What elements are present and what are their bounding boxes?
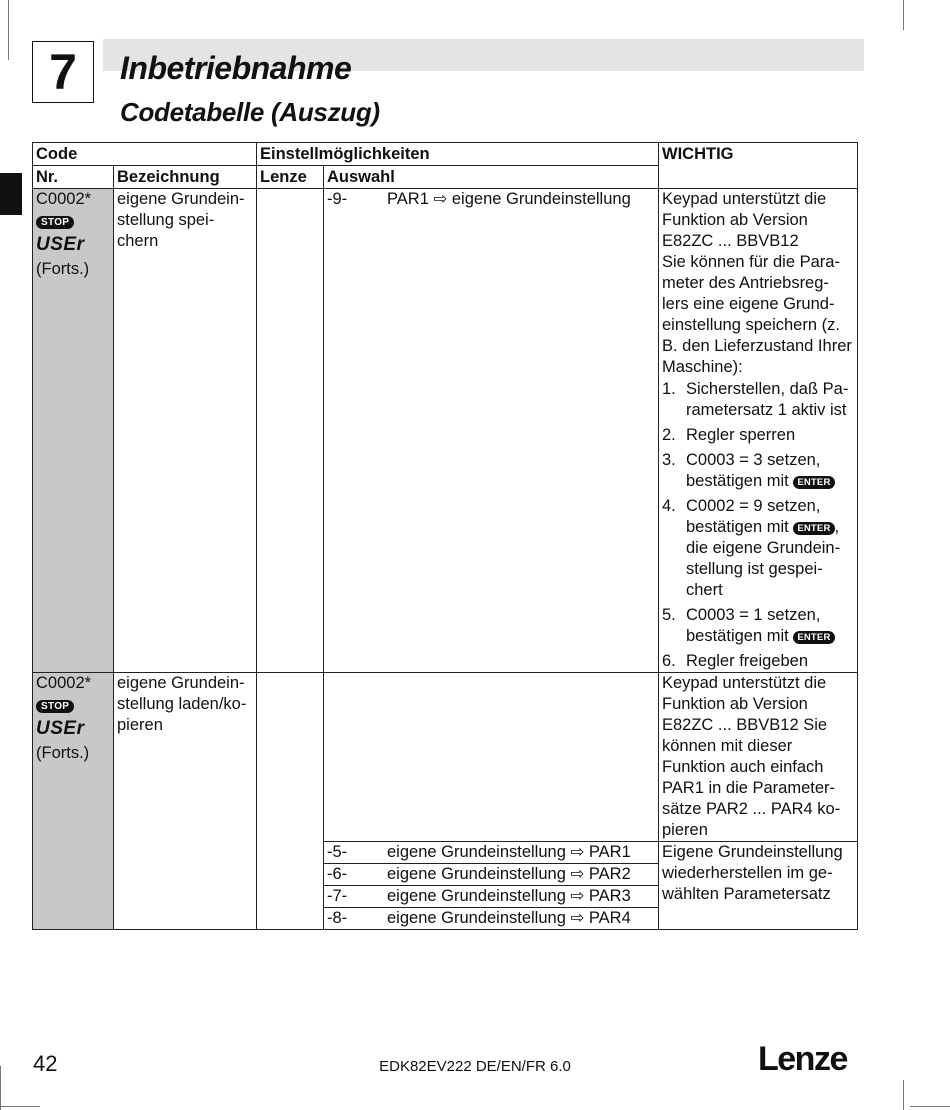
lenze-logo: Lenze <box>758 1040 847 1078</box>
code-number: C0002* <box>36 190 92 208</box>
list-item <box>662 379 854 421</box>
list-item <box>662 605 854 647</box>
step-number: 2. <box>662 426 676 444</box>
page-title: Inbetriebnahme <box>120 50 352 86</box>
crop-mark <box>0 1106 40 1107</box>
name-cell: eigene Grundein-stellung laden/ko-pieren <box>114 673 257 930</box>
stop-key-icon: STOP <box>36 700 74 713</box>
chapter-tab-marker <box>0 173 22 215</box>
header-nr: Nr. <box>33 166 114 189</box>
chapter-number: 7 <box>32 41 94 103</box>
header-name: Bezeichnung <box>114 166 257 189</box>
note-cell: Eigene Grundeinstellung wiederherstellen im ge-wählten Parametersatz <box>659 842 858 930</box>
continued-label: (Forts.) <box>36 744 90 762</box>
selection-cell <box>324 886 659 908</box>
note-cell: Keypad unterstützt die Funktion ab Version E82ZC ... BBVB12 Sie können mit dieser Funktion auch einfach PAR1 in die Parameter-sätze PAR2 ... PAR4 ko-pieren <box>659 673 858 842</box>
selection-text: eigene Grundeinstellung ⇨ PAR1 <box>387 843 631 861</box>
header-lenze: Lenze <box>257 166 324 189</box>
note-cell <box>659 189 858 673</box>
step-text-after: , die eigene Grundein-stellung ist gespei-chert <box>686 518 841 599</box>
selection-number: -7- <box>327 887 348 905</box>
stop-key-icon: STOP <box>36 216 74 229</box>
crop-mark <box>910 1106 950 1107</box>
selection-cell <box>324 908 659 930</box>
display-code: USEr <box>36 234 85 255</box>
header-settings: Einstellmöglichkeiten <box>257 143 659 166</box>
selection-cell <box>324 673 659 842</box>
list-item <box>662 425 854 446</box>
selection-cell <box>324 864 659 886</box>
table-row <box>33 189 858 673</box>
selection-text: eigene Grundeinstellung ⇨ PAR3 <box>387 887 631 905</box>
note-text: Keypad unterstützt die Funktion ab Version E82ZC ... BBVB12 <box>662 190 827 250</box>
steps-list <box>662 379 854 672</box>
selection-cell <box>324 842 659 864</box>
code-cell <box>33 189 114 673</box>
step-text <box>686 605 854 647</box>
display-code: USEr <box>36 718 85 739</box>
document-id: EDK82EV222 DE/EN/FR 6.0 <box>379 1058 571 1075</box>
selection-cell <box>324 189 659 673</box>
step-text-main: C0002 = 9 setzen, bestätigen mit <box>686 497 821 536</box>
selection-number: -6- <box>327 865 348 883</box>
note-text: Sie können für die Para-meter des Antriebsreg-lers eine eigene Grund-einstellung speichern (z. B. den Lieferzustand Ihrer Maschine): <box>662 253 852 376</box>
step-text: Regler sperren <box>686 426 796 444</box>
code-number: C0002* <box>36 674 92 692</box>
enter-key-icon: ENTER <box>793 476 834 489</box>
enter-key-icon: ENTER <box>793 631 834 644</box>
step-number: 5. <box>662 606 676 624</box>
page-subtitle: Codetabelle (Auszug) <box>120 97 380 127</box>
selection-number: -9- <box>327 190 348 208</box>
step-text: Regler freigeben <box>686 652 808 670</box>
page-number: 42 <box>33 1051 58 1076</box>
selection-text: eigene Grundeinstellung ⇨ PAR4 <box>387 909 631 927</box>
code-cell <box>33 673 114 930</box>
step-text-main: C0003 = 3 setzen, bestätigen mit <box>686 451 821 490</box>
continued-label: (Forts.) <box>36 260 90 278</box>
step-text-main: C0003 = 1 setzen, bestätigen mit <box>686 606 821 645</box>
list-item <box>662 496 854 601</box>
crop-mark <box>8 0 9 60</box>
lenze-cell <box>257 673 324 930</box>
crop-mark <box>903 0 904 30</box>
selection-number: -8- <box>327 909 348 927</box>
enter-key-icon: ENTER <box>793 522 834 535</box>
step-text <box>686 496 854 601</box>
name-cell: eigene Grundein-stellung spei-chern <box>114 189 257 673</box>
step-number: 4. <box>662 497 676 515</box>
selection-number: -5- <box>327 843 348 861</box>
list-item <box>662 651 854 672</box>
code-table <box>32 142 858 930</box>
header-selection: Auswahl <box>324 166 659 189</box>
table-row <box>33 673 858 842</box>
step-text: Sicherstellen, daß Pa-rametersatz 1 aktiv ist <box>686 380 849 419</box>
crop-mark <box>903 1080 904 1110</box>
step-text <box>686 450 854 492</box>
header-important: WICHTIG <box>659 143 858 189</box>
selection-text: eigene Grundeinstellung ⇨ PAR2 <box>387 865 631 883</box>
step-number: 1. <box>662 380 676 398</box>
list-item <box>662 450 854 492</box>
step-number: 3. <box>662 451 676 469</box>
selection-text: PAR1 ⇨ eigene Grundeinstellung <box>387 190 631 208</box>
lenze-cell <box>257 189 324 673</box>
header-code: Code <box>33 143 257 166</box>
step-number: 6. <box>662 652 676 670</box>
